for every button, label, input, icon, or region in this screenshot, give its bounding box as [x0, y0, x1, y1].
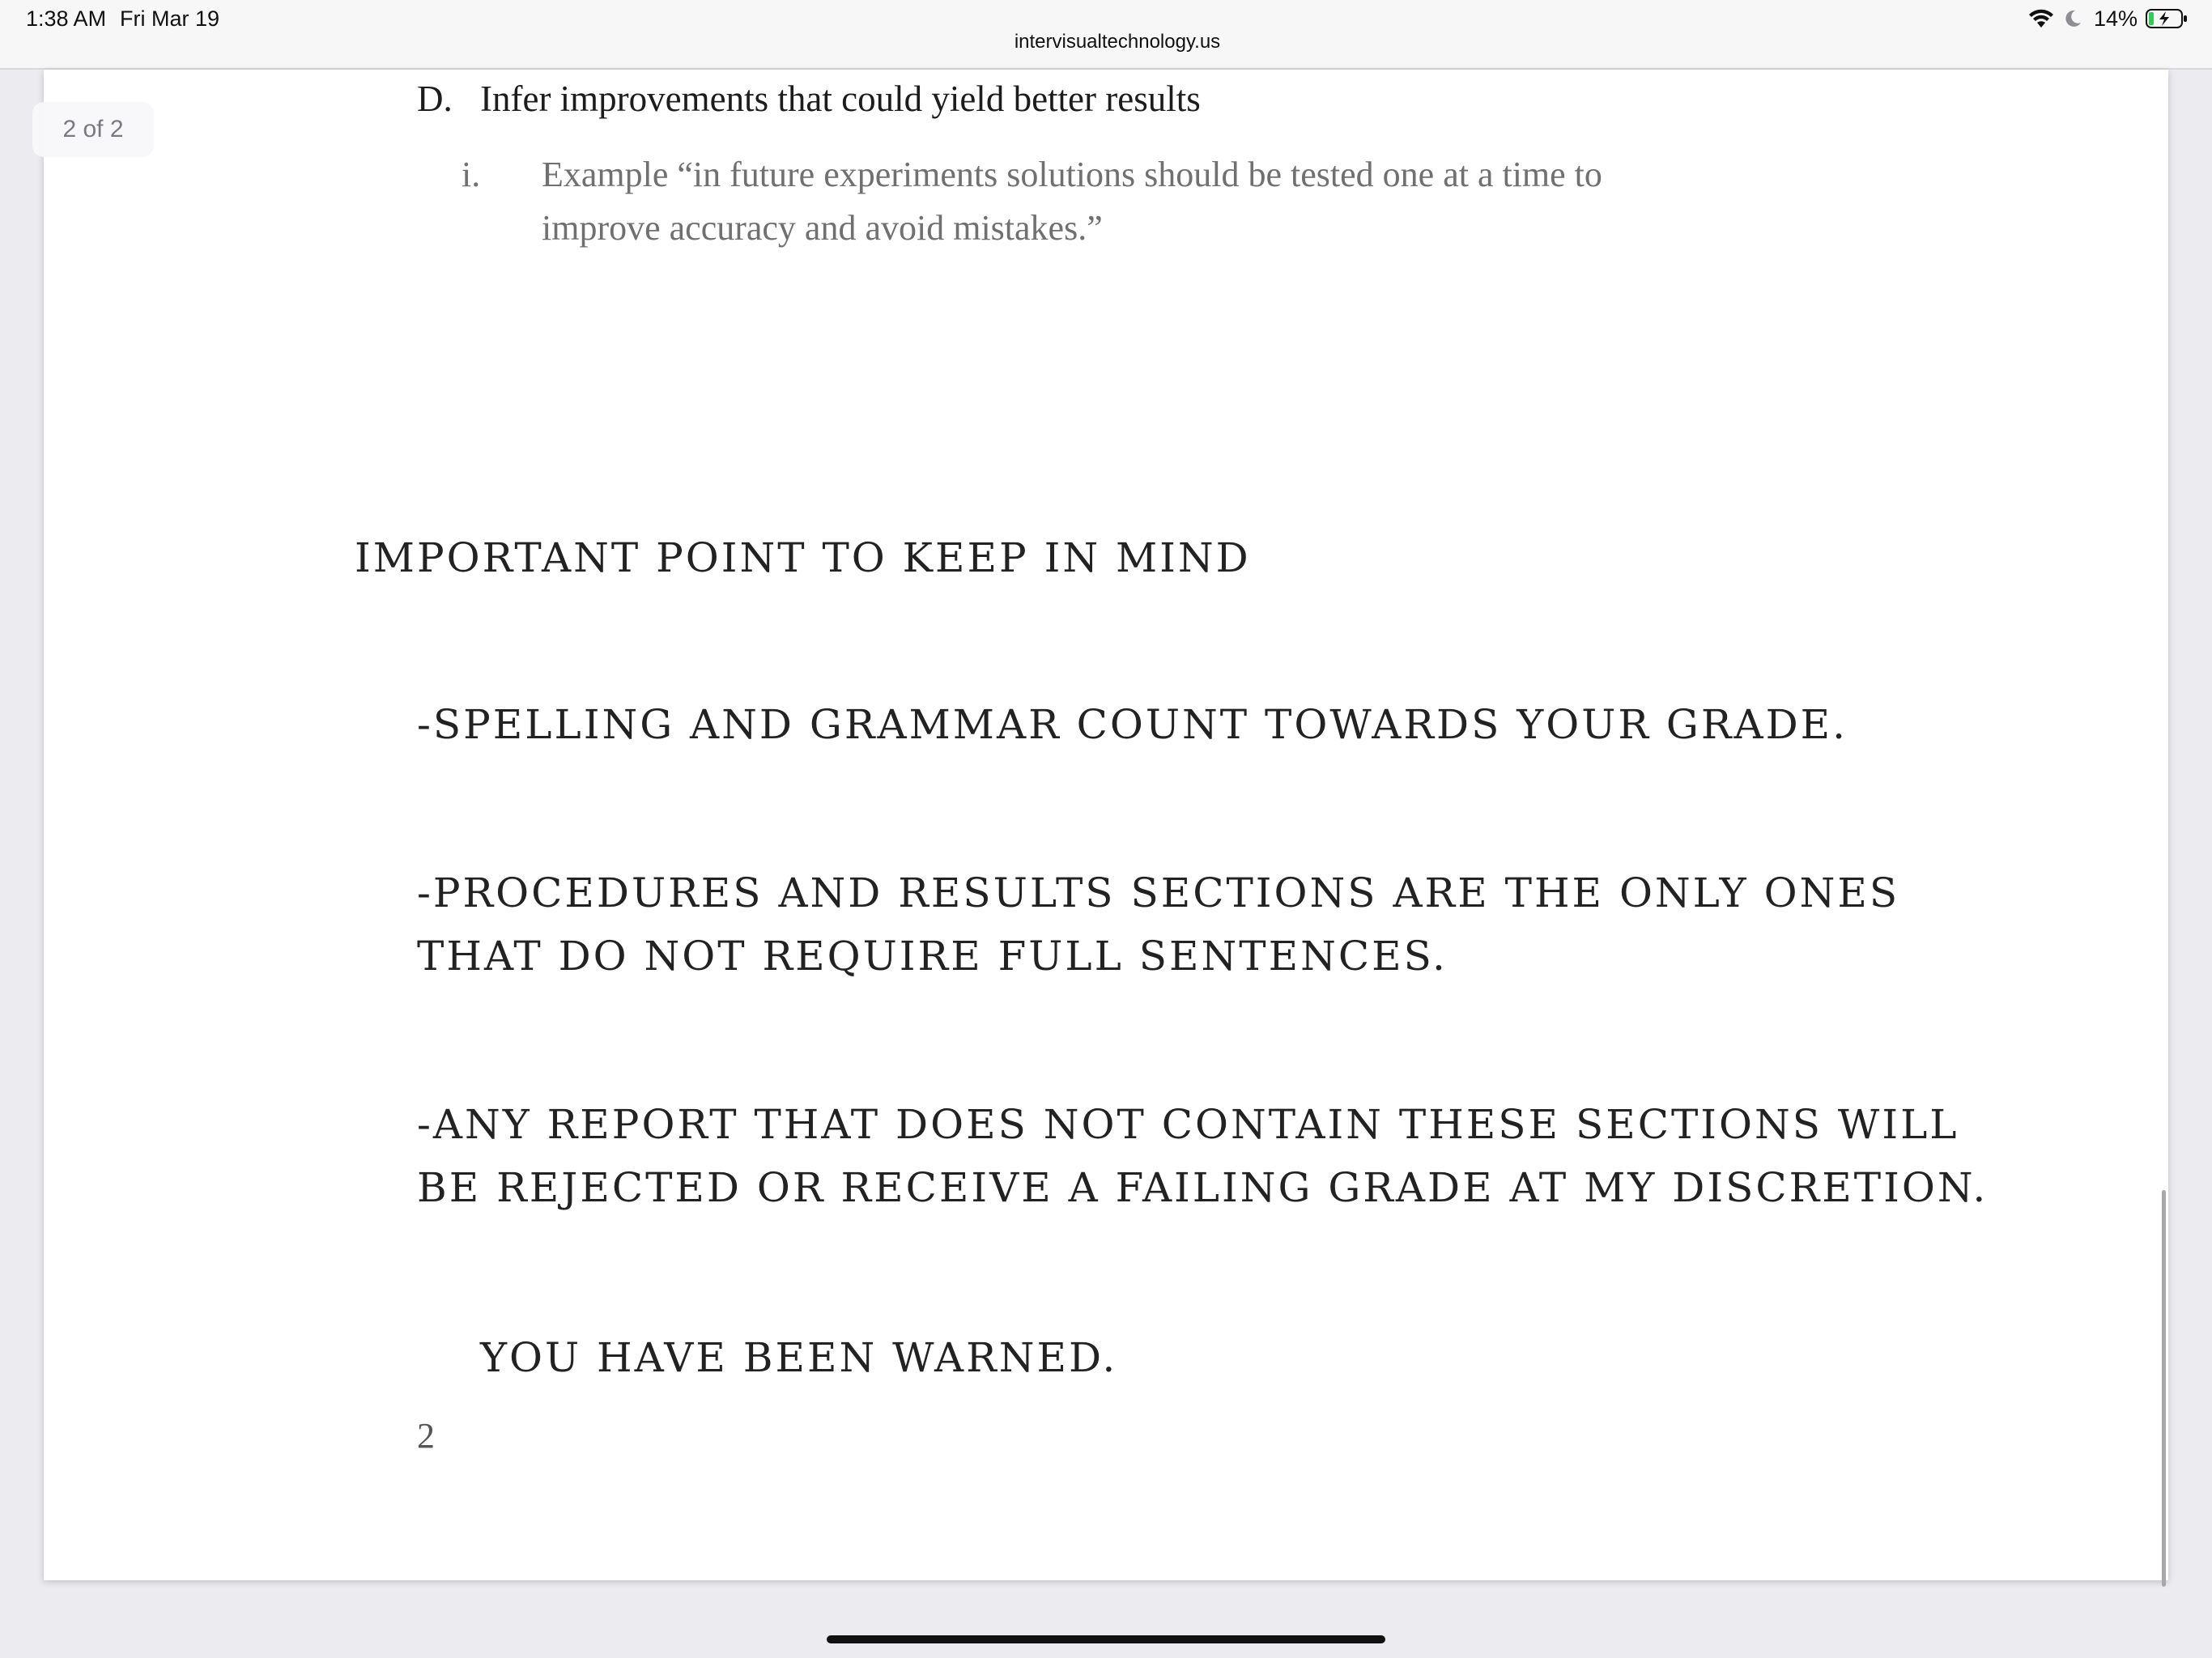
important-heading: IMPORTANT POINT TO KEEP IN MIND	[355, 534, 1251, 581]
address-bar-url[interactable]: intervisualtechnology.us	[1014, 31, 1221, 53]
list-letter-d: D.	[417, 79, 453, 119]
page-indicator: 2 of 2	[32, 102, 154, 157]
home-indicator[interactable]	[827, 1635, 1385, 1643]
list-item-d-text: Infer improvements that could yield better results	[480, 79, 1201, 119]
point-spelling: -SPELLING AND GRAMMAR COUNT TOWARDS YOUR GRADE.	[417, 701, 1848, 748]
list-numeral-i: i.	[462, 155, 481, 194]
status-time: 1:38 AM	[26, 6, 107, 31]
page-number: 2	[417, 1416, 435, 1456]
scroll-indicator[interactable]	[2162, 1190, 2166, 1587]
warning-text: YOU HAVE BEEN WARNED.	[480, 1334, 1118, 1381]
status-bar	[0, 0, 2212, 70]
point-procedures-line2: THAT DO NOT REQUIRE FULL SENTENCES.	[417, 933, 1448, 980]
example-text-line1: Example “in future experiments solutions should be tested one at a time to	[542, 155, 1602, 194]
point-procedures-line1: -PROCEDURES AND RESULTS SECTIONS ARE THE ONLY ONES	[417, 869, 1900, 916]
example-text-line2: improve accuracy and avoid mistakes.”	[542, 208, 1103, 248]
status-icons	[2027, 5, 2188, 32]
status-date: Fri Mar 19	[120, 6, 220, 31]
battery-percent: 14%	[2093, 6, 2138, 31]
moon-icon	[2063, 9, 2082, 28]
point-report-line1: -ANY REPORT THAT DOES NOT CONTAIN THESE SECTIONS WILL	[417, 1101, 1959, 1148]
battery-charging-icon	[2146, 8, 2188, 29]
point-report-line2: BE REJECTED OR RECEIVE A FAILING GRADE AT MY DISCRETION.	[417, 1164, 1989, 1211]
wifi-icon	[2027, 8, 2055, 29]
